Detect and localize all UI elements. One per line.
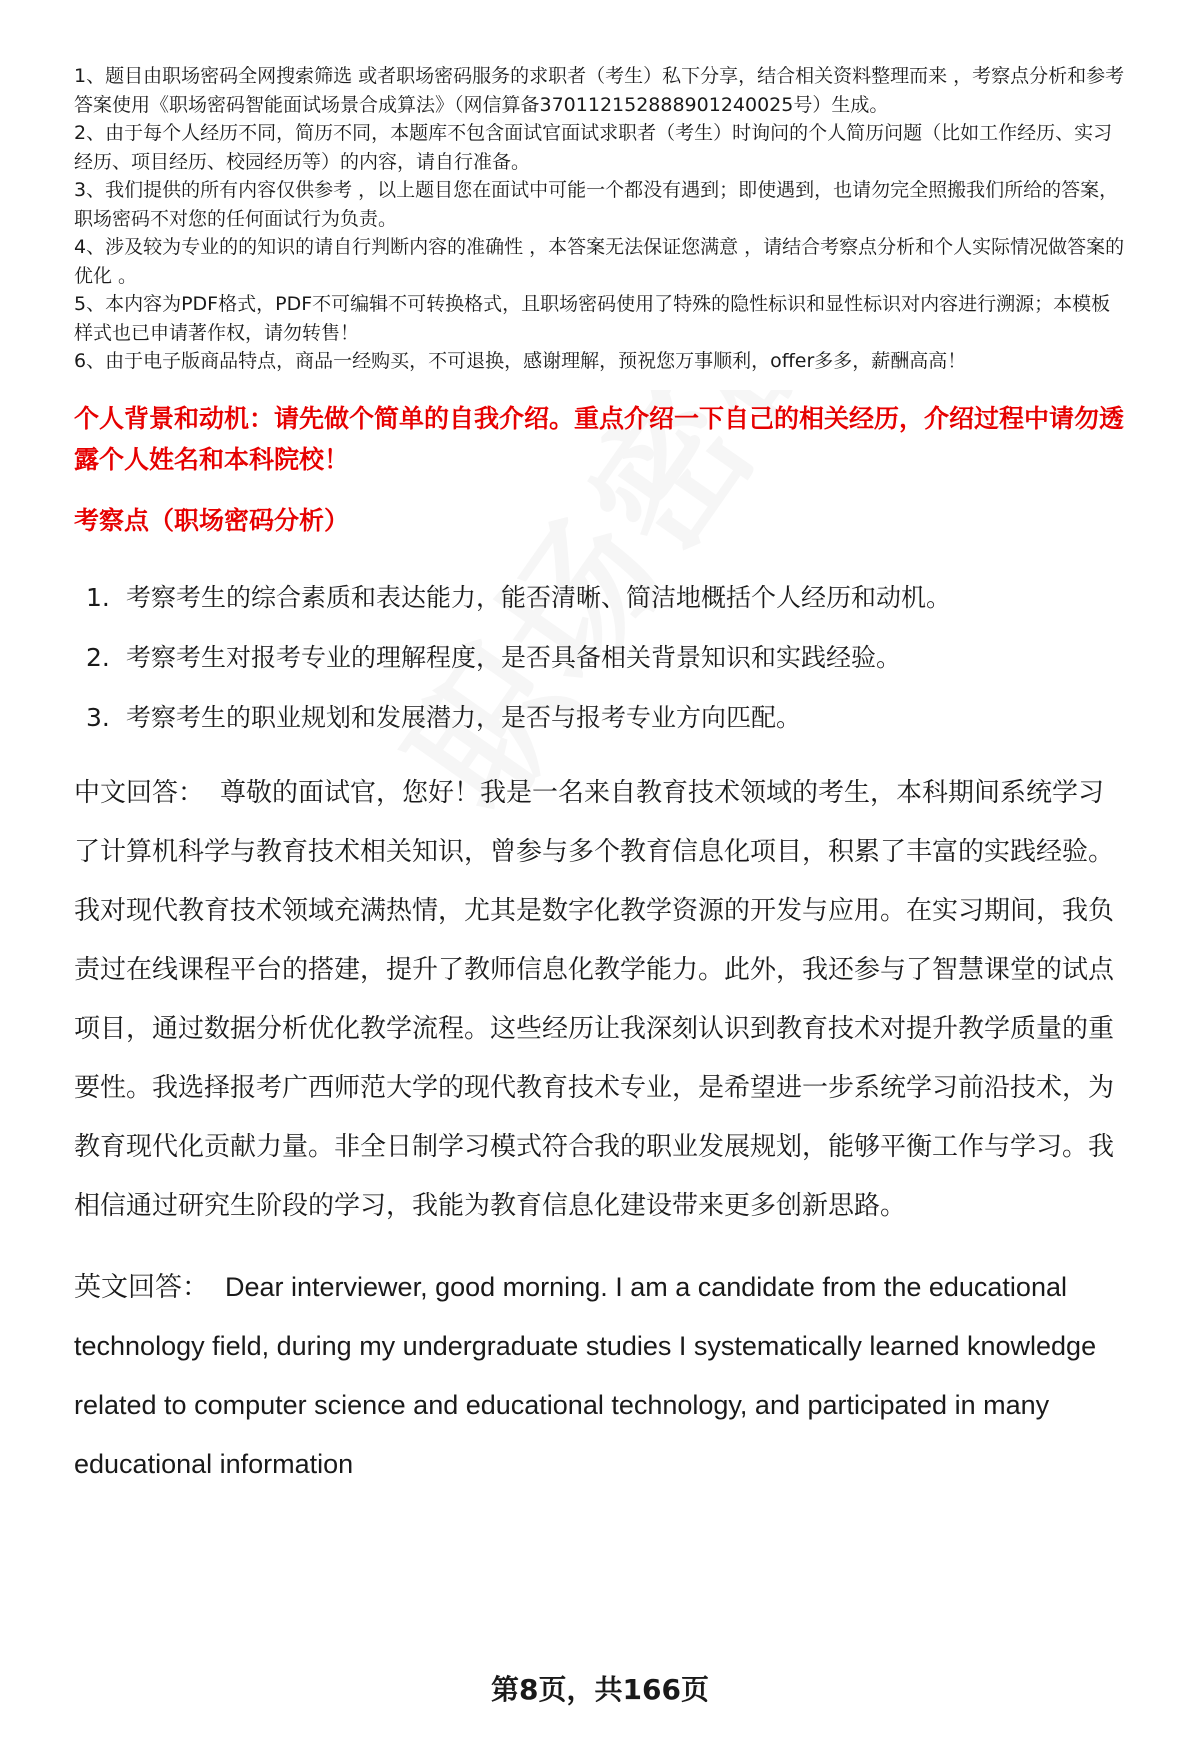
analysis-point xyxy=(74,628,1126,688)
chinese-answer xyxy=(74,764,1126,1236)
notice-item: 4、涉及较为专业的的知识的请自行判断内容的准确性 ，本答案无法保证您满意 ，请结合考察点分析和个人实际情况做答案的优化 。 xyxy=(74,236,1125,287)
notice-item: 5、本内容为PDF格式，PDF不可编辑不可转换格式，且职场密码使用了特殊的隐性标识和显性标识对内容进行溯源；本模板样式也已申请著作权，请勿转售！ xyxy=(74,293,1111,344)
analysis-point xyxy=(74,568,1126,628)
point-text: 考察考生的职业规划和发展潜力，是否与报考专业方向匹配。 xyxy=(126,702,802,732)
chinese-answer-label: 中文回答： xyxy=(74,777,205,808)
notice-item: 3、我们提供的所有内容仅供参考 ，以上题目您在面试中可能一个都没有遇到；即使遇到，也请勿完全照搬我们所给的答案，职场密码不对您的任何面试行为负责。 xyxy=(74,179,1119,230)
question-heading: 个人背景和动机：请先做个简单的自我介绍。重点介绍一下自己的相关经历，介绍过程中请勿透露个人姓名和本科院校！ xyxy=(74,403,1125,474)
chinese-answer-text: 尊敬的面试官，您好！我是一名来自教育技术领域的考生，本科期间系统学习了计算机科学与教育技术相关知识，曾参与多个教育信息化项目，积累了丰富的实践经验。我对现代教育技术领域充满热情，尤其是数字化教学资源的开发与应用。在实习期间，我负责过在线课程平台的搭建，提升了教师信息化教学能力。此外，我还参与了智慧课堂的试点项目，通过数据分析优化教学流程。这些经历让我深刻认识到教育技术对提升教学质量的重要性。我选择报考广西师范大学的现代教育技术专业，是希望进一步系统学习前沿技术，为教育现代化贡献力量。非全日制学习模式符合我的职业发展规划，能够平衡工作与学习。我相信通过研究生阶段的学习，我能为教育信息化建设带来更多创新思路。 xyxy=(74,777,1115,1221)
notice-item: 2、由于每个人经历不同，简历不同，本题库不包含面试官面试求职者（考生）时询问的个人简历问题（比如工作经历、实习经历、项目经历、校园经历等）的内容，请自行准备。 xyxy=(74,122,1113,173)
analysis-title: 考察点（职场密码分析） xyxy=(74,505,350,535)
notice-item: 1、题目由职场密码全网搜索筛选 或者职场密码服务的求职者（考生）私下分享，结合相关资料整理而来 ，考察点分析和参考答案使用《职场密码智能面试场景合成算法》（网信算备370112152888901240025号）生成。 xyxy=(74,65,1125,116)
point-number: 2. xyxy=(86,642,110,672)
page-number-footer: 第8页，共166页 xyxy=(491,1673,709,1706)
english-answer xyxy=(74,1258,1126,1494)
notice-list xyxy=(74,62,1126,376)
point-text: 考察考生的综合素质和表达能力，能否清晰、简洁地概括个人经历和动机。 xyxy=(126,582,952,612)
notice-item: 6、由于电子版商品特点，商品一经购买，不可退换，感谢理解，预祝您万事顺利，offer多多，薪酬高高！ xyxy=(74,350,967,372)
analysis-points xyxy=(74,568,1126,748)
point-number: 1. xyxy=(86,582,110,612)
english-answer-text: Dear interviewer, good morning. I am a candidate from the educational technology field, during my undergraduate studies I systematically learned knowledge related to computer science and educational technology, and participated in many educational information xyxy=(74,1271,1097,1479)
analysis-point xyxy=(74,688,1126,748)
point-number: 3. xyxy=(86,702,110,732)
point-text: 考察考生对报考专业的理解程度，是否具备相关背景知识和实践经验。 xyxy=(126,642,902,672)
english-answer-label: 英文回答： xyxy=(74,1271,209,1302)
